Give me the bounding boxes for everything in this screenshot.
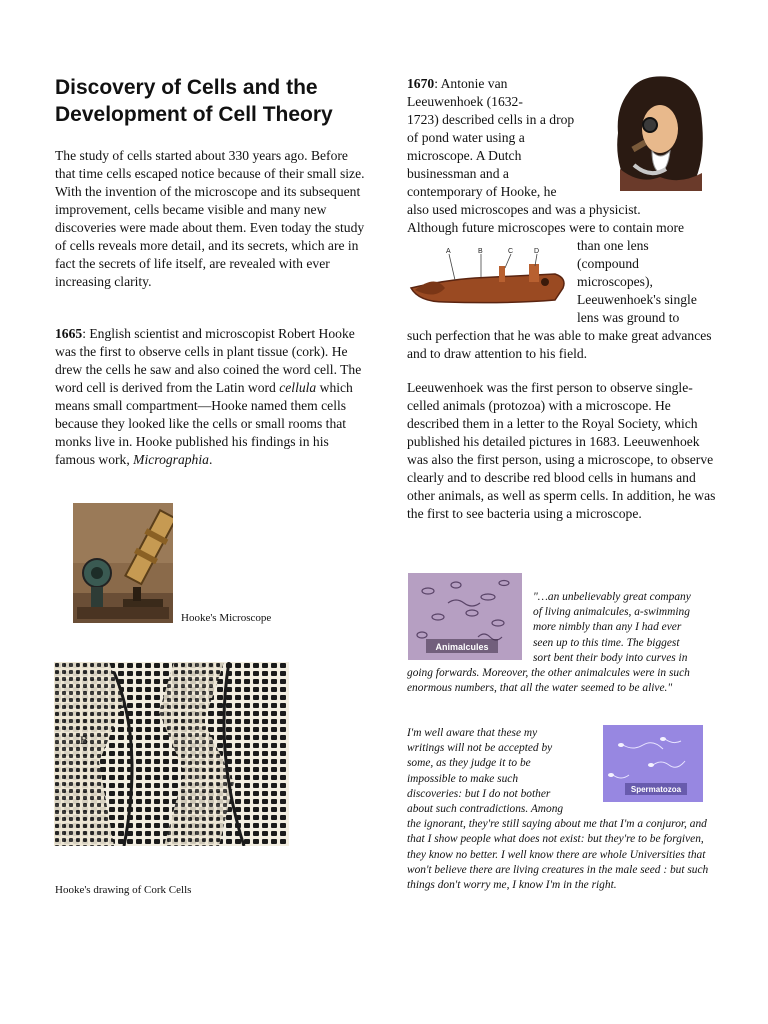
quote-line: of living animalcules, a-swimming: [533, 606, 690, 619]
part-label: B: [478, 248, 483, 255]
micrographia-title: Micrographia: [133, 452, 209, 467]
compound-line: Leeuwenhoek's single: [577, 292, 697, 307]
first-observer-paragraph: Leeuwenhoek was the first person to observe single-celled animals (protozoa) with a microscope. He described them in a letter to the Royal Society, which published his detailed pictures in 1683. Leeuwenhoek was also the first person, using a microscope, to observe clearly and to describe red blood cells in humans and other animals, as well as sperm cells. In addition, he was the first to see bacteria using a microscope.: [407, 380, 716, 521]
compound-line: microscopes),: [577, 274, 653, 289]
compound-line: lens was ground to: [577, 310, 680, 325]
hooke-year: 1665: [55, 326, 83, 341]
microscope-caption: Hooke's Microscope: [181, 612, 272, 624]
part-label: D: [534, 248, 540, 255]
leeuwenhoek-microscope-image: [405, 244, 570, 314]
quote-line: "…an unbelievably great company: [533, 591, 691, 603]
quote-line: seen up to this time. The biggest: [533, 636, 680, 649]
cork-caption: Hooke's drawing of Cork Cells: [55, 884, 192, 896]
quote-line: some, as they judge it to be: [407, 757, 531, 770]
quote2-rest: the ignorant, they're still saying about me that I'm a conjuror, and that I show people what does not exist: but they're to be forgiven, they know no better. I well know there are whole Universities that won't believe there are living creatures in the male seed : but such things don't worry me, I know I'm in the right.: [407, 818, 709, 892]
quote-animalcules: [407, 590, 707, 696]
leeuwenhoek-line: businessman and a: [407, 166, 509, 181]
cork-cells-image: [54, 662, 289, 846]
quote1-wrapped: [407, 590, 707, 666]
hooke-text-a: : English scientist and microscopist Robert Hooke was the first to observe cells in plant tissue (cork). He drew the cells he saw and also coined the word cell. The word cell is derived from the Latin word: [55, 326, 362, 395]
compound-line: (compound: [577, 256, 639, 271]
intro-paragraph: The study of cells started about 330 years ago. Before that time cells escaped notice because of their small size. With the invention of the microscope and its subsequent improvement, cells became visible and many new discoveries were made about them. Even today the study of cells reveals more detail, and its secrets, which are in fact the secrets of life itself, are revealed with ever increasing clarity.: [55, 148, 365, 289]
quote-line: more nimbly than any I had ever: [533, 621, 682, 634]
quote-line: impossible to make such: [407, 772, 519, 785]
quote-line: I'm well aware that these my: [407, 727, 538, 739]
part-label: A: [446, 248, 451, 255]
hooke-text-c: .: [208, 452, 213, 467]
leeuwenhoek-year: 1670: [407, 76, 435, 91]
quote1-rest: going forwards. Moreover, the other animalcules were in such enormous numbers, that all the water seemed to be alive.": [407, 667, 690, 695]
compound-line: Although future microscopes were to contain more: [407, 220, 685, 235]
part-label: C: [508, 248, 514, 255]
compound-line: than one lens: [577, 238, 649, 253]
page-title: Discovery of Cells and the Development of Cell Theory: [55, 76, 333, 126]
leeuwenhoek-line: microscope. A Dutch: [407, 148, 522, 163]
leeuwenhoek-line: also used microscopes and was a physicist.: [407, 202, 641, 217]
leeuwenhoek-line-text: : Antonie van: [434, 76, 508, 91]
animalcules-label: Animalcules: [435, 642, 489, 652]
leeuwenhoek-line: of pond water using a: [407, 130, 525, 145]
hooke-microscope-image: [73, 503, 173, 623]
compound-rest: such perfection that he was able to make great advances and to draw attention to his field.: [407, 328, 712, 361]
quote-universities: [407, 726, 712, 893]
spermatozoa-label: Spermatozoa: [630, 785, 682, 794]
quote-line: writings will not be accepted by: [407, 742, 553, 755]
cellula-term: cellula: [279, 380, 317, 395]
leeuwenhoek-line: [407, 75, 717, 93]
leeuwenhoek-line: 1723) described cells in a drop: [407, 112, 575, 127]
hooke-paragraph: [55, 325, 365, 469]
quote2-wrapped: [407, 726, 712, 817]
leeuwenhoek-line: contemporary of Hooke, he: [407, 184, 557, 199]
quote-line: discoveries: but I do not bother: [407, 787, 551, 800]
quote-line: sort bent their body into curves in: [533, 651, 688, 664]
quote-line: about such contradictions. Among: [407, 803, 564, 816]
leeuwenhoek-line: Leeuwenhoek (1632-: [407, 94, 523, 109]
leeuwenhoek-paragraph: [407, 75, 717, 219]
svg-text:B: B: [80, 733, 89, 747]
hooke-text-b: which means small compartment—Hooke named them cells because they looked like the cells or small rooms that monks live in. Hooke published his findings in his famous work,: [55, 380, 353, 467]
